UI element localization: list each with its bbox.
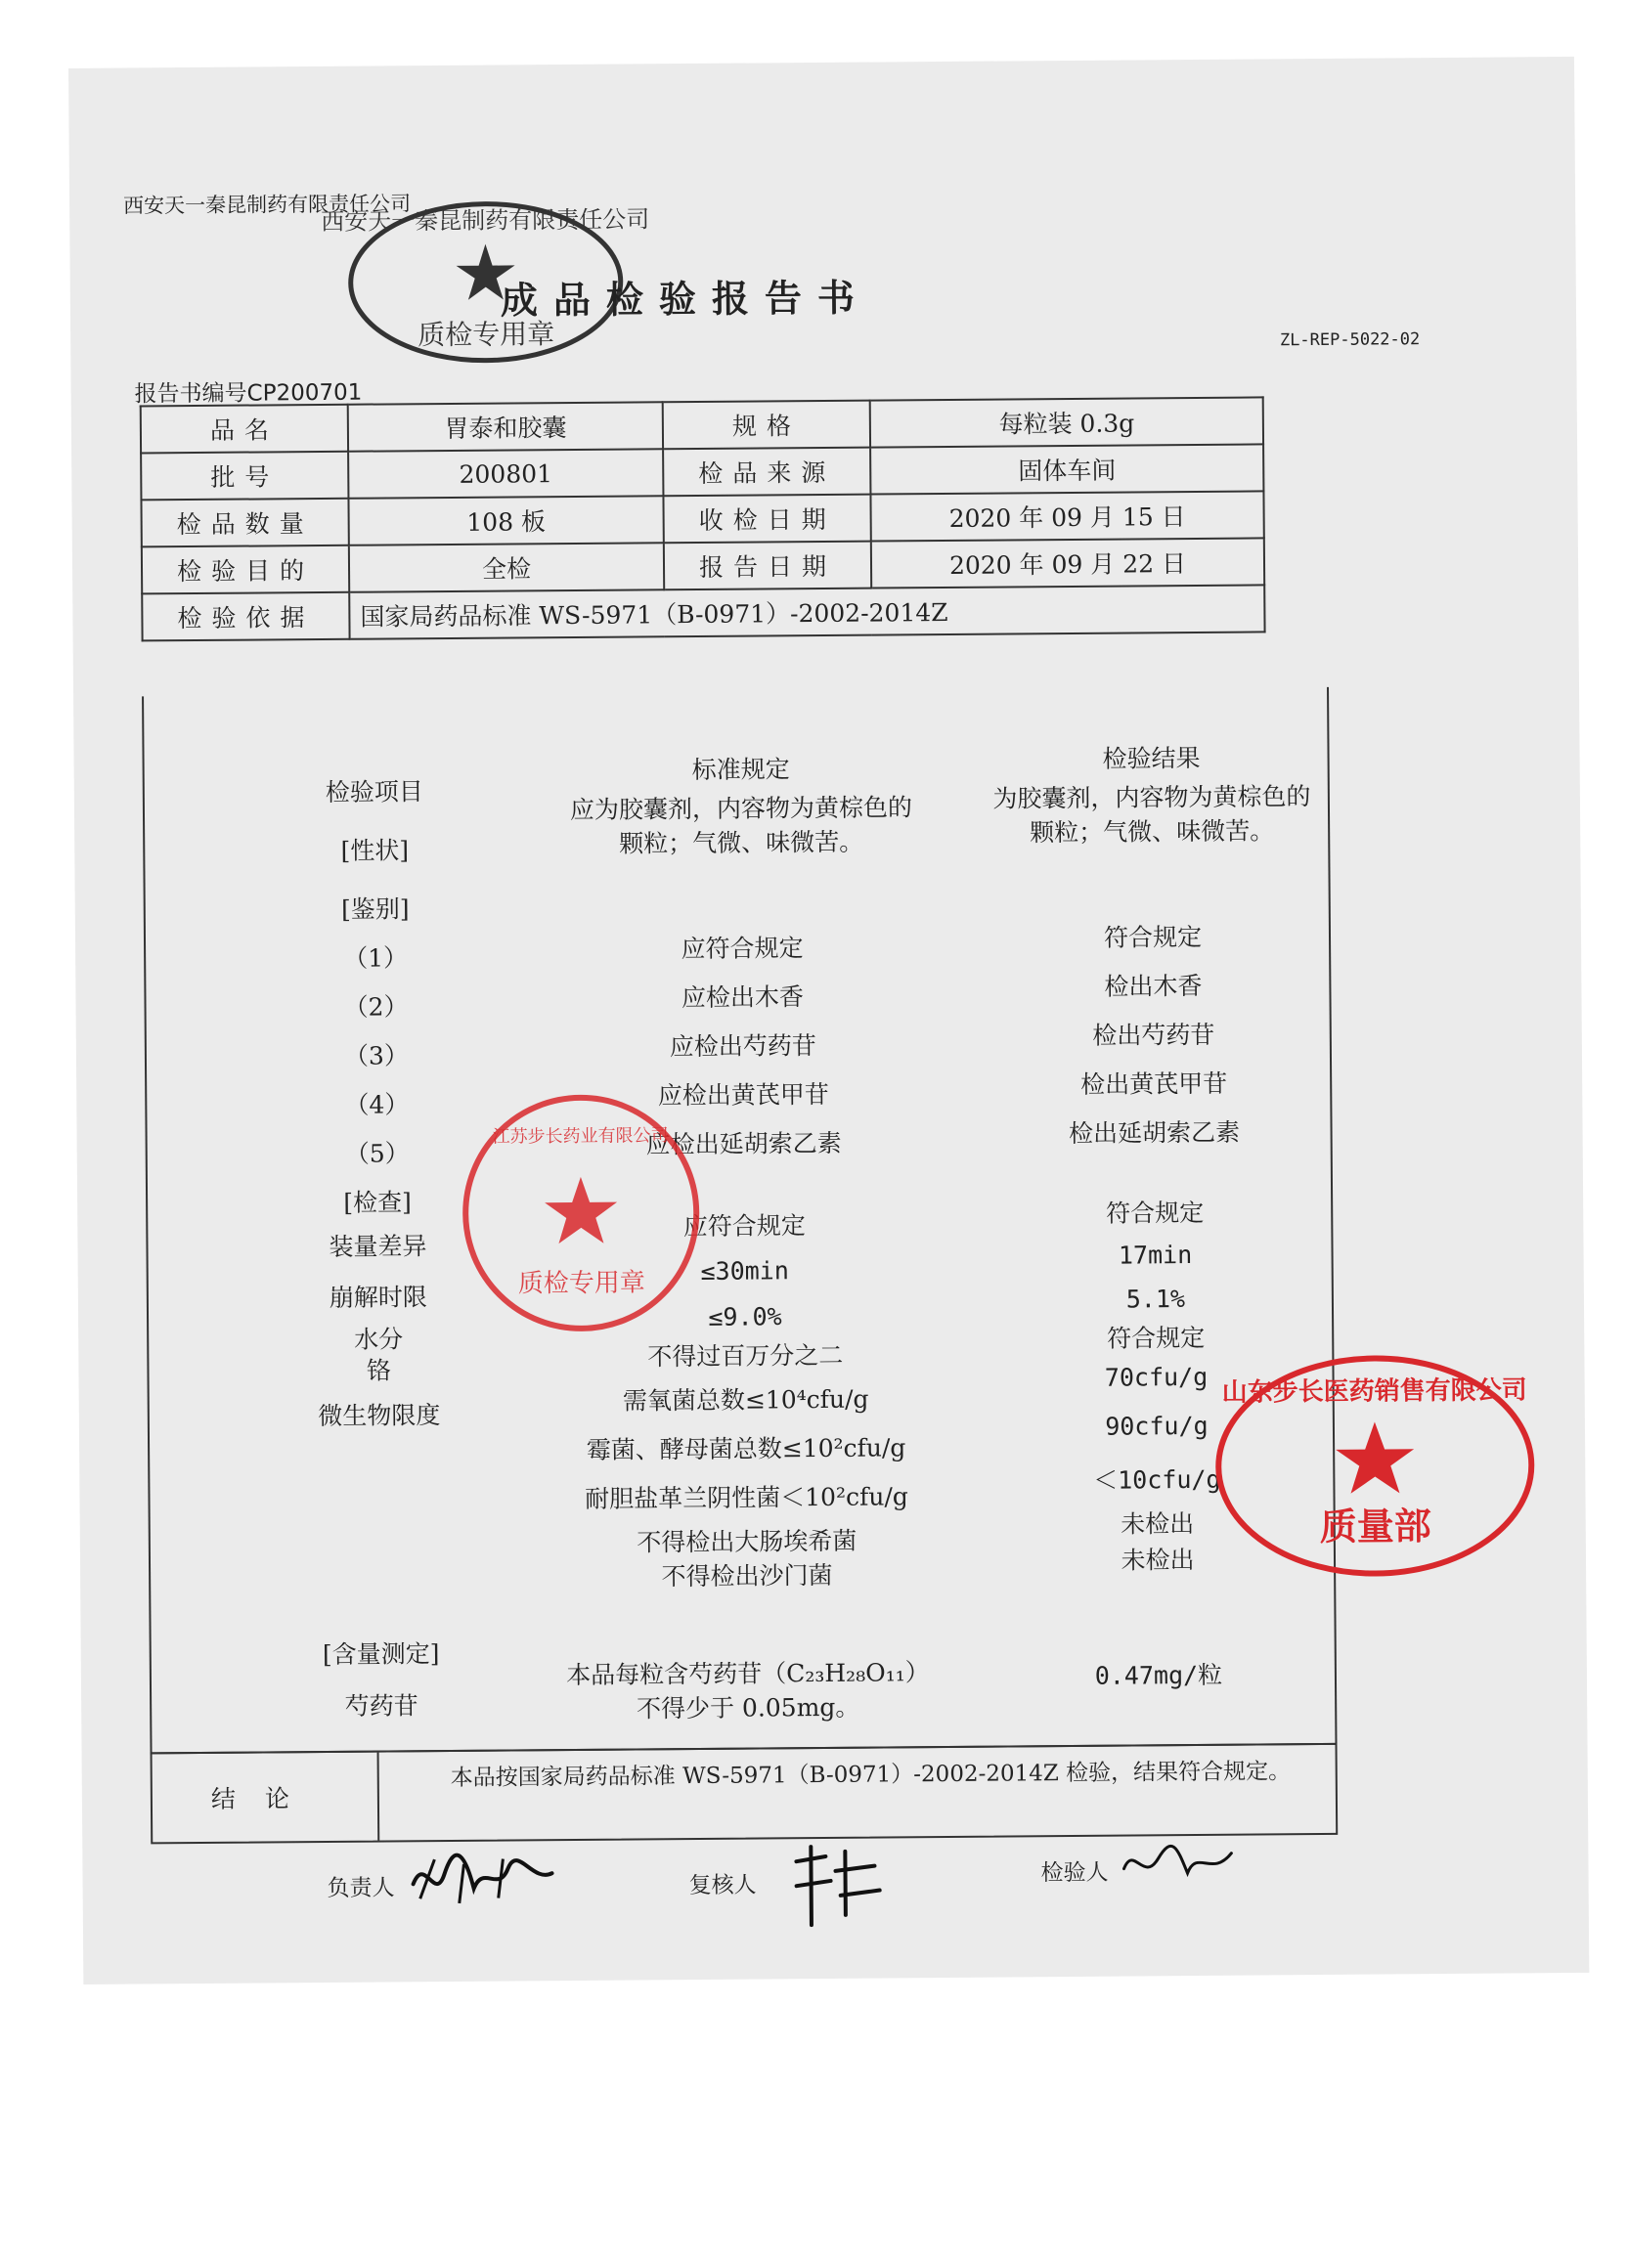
row-item: 装量差异 (329, 1232, 427, 1261)
report-title: 成品检验报告书 (500, 275, 871, 323)
right-quality-stamp (1208, 1347, 1542, 1585)
quantity-label: 检品数量 (141, 499, 348, 547)
top-stamp-text: 西安天一秦昆制药有限责任公司 (321, 205, 650, 236)
row-result: 符合规定 (1107, 1323, 1206, 1353)
batch-value: 200801 (348, 449, 663, 499)
purpose-value: 全检 (349, 543, 664, 592)
row-standard: 应符合规定 (681, 934, 804, 964)
middle-quality-stamp (458, 1090, 704, 1336)
basis-label: 检验依据 (142, 592, 349, 641)
row-standard: 不得检出大肠埃希菌 (637, 1526, 857, 1557)
row-result: ＜10cfu/g (1093, 1464, 1221, 1495)
row-result: 90cfu/g (1105, 1411, 1209, 1441)
row-standard: ≤9.0% (708, 1302, 782, 1331)
row-result: 17min (1118, 1241, 1193, 1270)
row-item: （4） (344, 1090, 410, 1119)
received-date-label: 收检日期 (663, 495, 870, 544)
doc-code: ZL-REP-5022-02 (1279, 329, 1421, 351)
row-result: 检出黄芪甲苷 (1080, 1069, 1228, 1099)
row-standard: 耐胆盐革兰阴性菌＜10²cfu/g (585, 1482, 908, 1513)
row-standard: 不得少于 0.05mg。 (636, 1692, 860, 1723)
star-icon (1336, 1421, 1415, 1494)
row-standard: 应检出黄芪甲苷 (657, 1079, 829, 1111)
row-item: [含量测定] (322, 1639, 440, 1670)
inspector-signature (1119, 1839, 1236, 1889)
row-result: 为胶囊剂，内容物为黄棕色的 (992, 782, 1311, 813)
reviewer-label: 复核人 (688, 1872, 757, 1899)
top-stamp-center: 质检专用章 (418, 318, 555, 352)
row-standard: 不得过百万分之二 (647, 1340, 844, 1372)
row-standard: 霉菌、酵母菌总数≤10²cfu/g (586, 1433, 906, 1464)
received-date-value: 2020 年 09 月 15 日 (870, 491, 1263, 541)
row-item: 铬 (366, 1356, 392, 1385)
spec-label: 规格 (663, 401, 870, 450)
results-box (142, 687, 1337, 1755)
row-item: 崩解时限 (329, 1283, 427, 1312)
info-table (140, 396, 1266, 641)
row-standard: 不得检出沙门菌 (661, 1560, 833, 1592)
row-item: （3） (343, 1041, 410, 1070)
row-result: 5.1% (1125, 1285, 1186, 1314)
report-date-value: 2020 年 09 月 22 日 (871, 538, 1264, 588)
right-stamp-text: 山东步长医药销售有限公司 (1221, 1375, 1527, 1408)
product-value: 胃泰和胶囊 (348, 402, 663, 452)
row-standard: 本品每粒含芍药苷（C₂₃H₂₈O₁₁） (566, 1658, 930, 1690)
row-result: 符合规定 (1106, 1198, 1205, 1228)
col-result-header: 检验结果 (1102, 743, 1201, 773)
col-standard-header: 标准规定 (691, 755, 790, 785)
purpose-label: 检验目的 (142, 545, 349, 594)
row-result: 符合规定 (1103, 922, 1203, 952)
source-label: 检品来源 (663, 448, 870, 497)
row-standard: ≤30min (700, 1256, 789, 1286)
row-result: 未检出 (1121, 1546, 1195, 1575)
report-number: 报告书编号CP200701 (134, 379, 363, 408)
row-result: 检出木香 (1104, 971, 1203, 1001)
quantity-value: 108 板 (348, 496, 663, 545)
row-standard: 应为胶囊剂，内容物为黄棕色的 (569, 793, 913, 824)
row-standard: 颗粒；气微、味微苦。 (619, 827, 864, 858)
col-item-header: 检验项目 (325, 777, 423, 807)
row-standard: 应检出木香 (681, 982, 805, 1013)
source-value: 固体车间 (870, 444, 1263, 494)
row-item: [性状] (340, 836, 410, 865)
row-item: （2） (343, 992, 409, 1022)
responsible-label: 负责人 (327, 1875, 395, 1901)
batch-label: 批号 (141, 452, 348, 501)
conclusion-label: 结论 (153, 1753, 380, 1843)
row-item: 水分 (354, 1325, 404, 1354)
product-label: 品名 (141, 405, 348, 454)
row-standard: 应检出芍药苷 (669, 1031, 816, 1062)
row-standard: 应符合规定 (682, 1211, 806, 1242)
mid-stamp-center: 质检专用章 (517, 1268, 645, 1299)
row-result: 颗粒；气微、味微苦。 (1030, 816, 1275, 848)
company-name: 西安天一秦昆制药有限责任公司 (123, 192, 412, 218)
row-result: 未检出 (1121, 1509, 1195, 1539)
table-row (142, 585, 1264, 640)
right-stamp-center: 质量部 (1319, 1505, 1431, 1548)
row-item: [检查] (343, 1188, 412, 1217)
conclusion-box (151, 1743, 1339, 1845)
basis-value: 国家局药品标准 WS-5971（B-0971）-2002-2014Z (349, 585, 1264, 638)
star-icon (545, 1177, 618, 1244)
row-result: 70cfu/g (1104, 1362, 1209, 1392)
report-sheet (68, 57, 1589, 1984)
report-date-label: 报告日期 (664, 542, 871, 590)
row-standard: 应检出延胡索乙素 (645, 1128, 842, 1159)
responsible-signature (405, 1844, 562, 1913)
row-item: （1） (343, 943, 409, 973)
row-item: （5） (344, 1139, 410, 1168)
reviewer-signature (786, 1842, 885, 1931)
row-result: 检出芍药苷 (1092, 1020, 1215, 1050)
row-result: 0.47mg/粒 (1094, 1660, 1223, 1690)
inspector-label: 检验人 (1040, 1859, 1109, 1887)
row-item: 芍药苷 (344, 1691, 418, 1721)
row-standard: 需氧菌总数≤10⁴cfu/g (622, 1384, 869, 1416)
conclusion-text: 本品按国家局药品标准 WS-5971（B-0971）-2002-2014Z 检验，结果符合规定。 (450, 1759, 1292, 1791)
mid-stamp-text: 江苏步长药业有限公司 (492, 1125, 669, 1148)
spec-value: 每粒装 0.3g (870, 397, 1263, 447)
row-item: 微生物限度 (318, 1401, 441, 1431)
row-result: 检出延胡索乙素 (1068, 1117, 1241, 1148)
row-item: [鉴别] (340, 894, 410, 924)
